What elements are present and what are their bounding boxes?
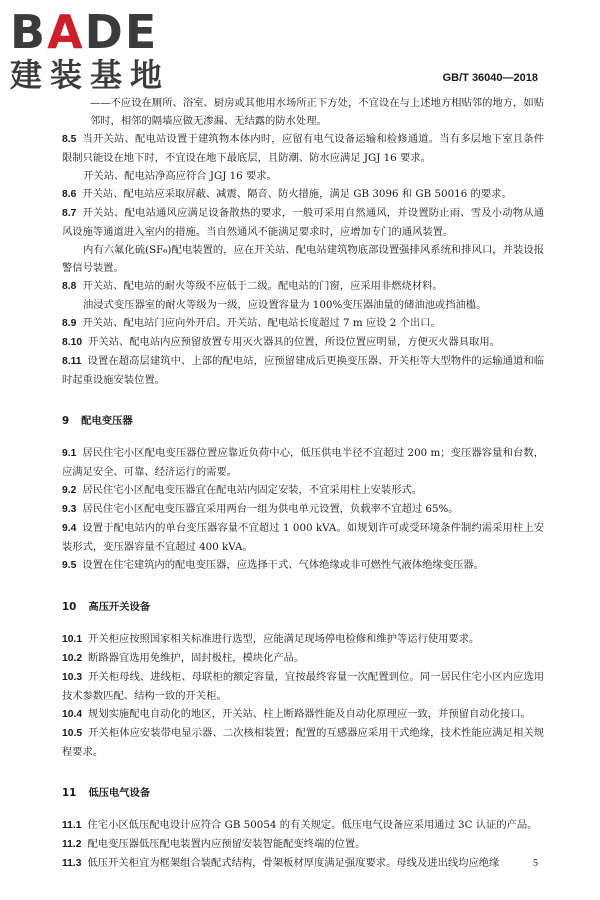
clause-number: 9.1 [62,448,77,459]
clause-text: 居民住宅小区配电变压器宜在配电站内固定安装，不宜采用柱上安装形式。 [82,484,423,496]
section-number: 9 [62,415,70,427]
clause [62,314,544,333]
section-number: 11 [62,787,77,799]
clause [62,185,544,204]
clause-number: 10.4 [62,709,83,720]
page-number: 5 [533,858,538,869]
section-heading [62,784,544,802]
section-heading [62,412,544,430]
standard-number: GB/T 36040—2018 [442,72,538,84]
clause-text: 开关站、配电站门应向外开启。开关站、配电站长度超过 7 m 应设 2 个出口。 [82,317,441,329]
clause [62,835,544,854]
clause [62,816,544,835]
clause [62,649,544,668]
clause-number: 10.2 [62,653,83,664]
clause [62,724,544,761]
clause-number: 9.4 [62,523,77,534]
section-title: 配电变压器 [81,415,133,427]
clause [62,854,544,873]
clause-text: 低压开关柜宜为框架组合装配式结构，骨架板材厚度满足强度要求。母线及进出线均应绝缘 [87,857,500,869]
clause [62,500,544,519]
clause-text: 断路器宜选用免维护，固封极柱，模块化产品。 [88,652,305,664]
clause-text: 开关柜母线、进线柜、母联柜的额定容量，宜按最终容量一次配置到位。同一居民住宅小区内应选用技术参数匹配、结构一致的开关柜。 [62,671,544,702]
clause-number: 8.6 [62,189,77,200]
clause-text: 开关柜体应安装带电显示器、二次核相装置；配置的互感器应采用干式绝缘，技术性能应满足相关规程要求。 [62,727,544,758]
clause-text: 开关柜应按照国家相关标准进行选型，应能满足现场停电检修和维护等运行使用要求。 [88,633,480,645]
document-body [62,94,544,873]
clause [62,352,544,389]
section-title: 低压电气设备 [88,787,151,799]
clause [62,556,544,575]
clause-number: 9.3 [62,504,77,515]
clause-text: 开关站、配电站净高应符合 JGJ 16 要求。 [83,170,277,182]
paragraph [62,94,544,130]
clause-number: 8.5 [62,134,77,145]
clause [62,481,544,500]
clause-number: 8.11 [62,356,82,367]
clause-number: 8.9 [62,318,77,329]
clause-text: 居民住宅小区配电变压器宜采用两台一组为供电单元设置，负载率不宜超过 65%。 [82,503,459,515]
clause-text: 居民住宅小区配电变压器位置应靠近负荷中心，低压供电半径不宜超过 200 m；变压器容量和台数，应满足安全、可靠、经济运行的需要。 [62,447,544,478]
paragraph [62,296,544,314]
logo-subtitle: 建装基地 [10,56,171,94]
clause-number: 8.7 [62,208,77,219]
clause-number: 11.2 [62,839,82,850]
section-number: 10 [62,601,77,613]
clause-number: 9.5 [62,560,77,571]
clause-number: 11.3 [62,858,82,869]
clause [62,668,544,705]
clause-text: 规划实施配电自动化的地区，开关站、柱上断路器性能及自动化原理应一致，并预留自动化接口。 [88,708,531,720]
clause-text: 油浸式变压器室的耐火等级为一级，应设置容量为 100%变压器油量的储油池或挡油槛。 [83,299,487,311]
logo [10,5,180,94]
section-title: 高压开关设备 [88,601,151,613]
clause-text: 开关站、配电站应采取屏蔽、减震、隔音、防火措施，满足 GB 3096 和 GB 50016 的要求。 [82,188,512,200]
clause-text: ——不应设在厕所、浴室、厨房或其他用水场所正下方处，不宜设在与上述地方相贴邻的地方，如贴邻时，相邻的隔墙应做无渗漏、无结露的防水处理。 [90,97,544,127]
clause-text: 设置在超高层建筑中、上部的配电站，应预留建成后更换变压器、开关柜等大型物件的运输通道和临时起重设施安装位置。 [62,355,544,386]
clause-text: 开关站、配电站的耐火等级不应低于二级。配电站的门窗，应采用非燃烧材料。 [82,280,443,292]
section-heading [62,598,544,616]
clause-number: 11.1 [62,820,82,831]
clause-text: 开关站、配电站内应预留放置专用灭火器具的位置，所设位置应明显，方便灭火器具取用。 [88,336,500,348]
clause-text: 设置于配电站内的单台变压器容量不宜超过 1 000 kVA。如规划许可或受环境条件制约需采用柱上安装形式，变压器容量不宜超过 400 kVA。 [62,522,544,553]
clause-number: 10.1 [62,634,83,645]
clause-number: 8.8 [62,281,77,292]
clause-text: 设置在住宅建筑内的配电变压器，应选择干式、气体绝缘或非可燃性气液体绝缘变压器。 [82,559,484,571]
clause [62,204,544,241]
clause-text: 内有六氟化硫(SF₆)配电装置的，应在开关站、配电站建筑物底部设置强排风系统和排风口，并装设报警信号装置。 [62,244,544,274]
clause-text: 住宅小区低压配电设计应符合 GB 50054 的有关规定。低压电气设备应采用通过 3C 认证的产品。 [87,819,538,831]
clause-text: 当开关站、配电站设置于建筑物本体内时，应留有电气设备运输和检修通道。当有多层地下室且条件限制只能设在地下时，不宜设在地下最底层，且防潮、防水应满足 JGJ 16 要求。 [62,133,544,164]
clause-text: 配电变压器低压配电装置内应预留安装智能配变终端的位置。 [87,838,366,850]
clause-number: 8.10 [62,337,83,348]
clause-number: 10.3 [62,672,83,683]
clause [62,519,544,556]
logo-brand: BADE [10,5,159,59]
paragraph [62,241,544,277]
clause-number: 9.2 [62,485,77,496]
clause-number: 10.5 [62,728,83,739]
clause [62,444,544,481]
clause [62,333,544,352]
clause [62,630,544,649]
clause [62,130,544,167]
clause [62,277,544,296]
clause [62,705,544,724]
paragraph [62,167,544,185]
clause-text: 开关站、配电站通风应满足设备散热的要求，一般可采用自然通风，并设置防止雨、雪及小动物从通风设施等通道进入室内的措施。当自然通风不能满足要求时，应增加专门的通风装置。 [62,207,544,238]
logo-accent-letter: A [47,5,85,59]
